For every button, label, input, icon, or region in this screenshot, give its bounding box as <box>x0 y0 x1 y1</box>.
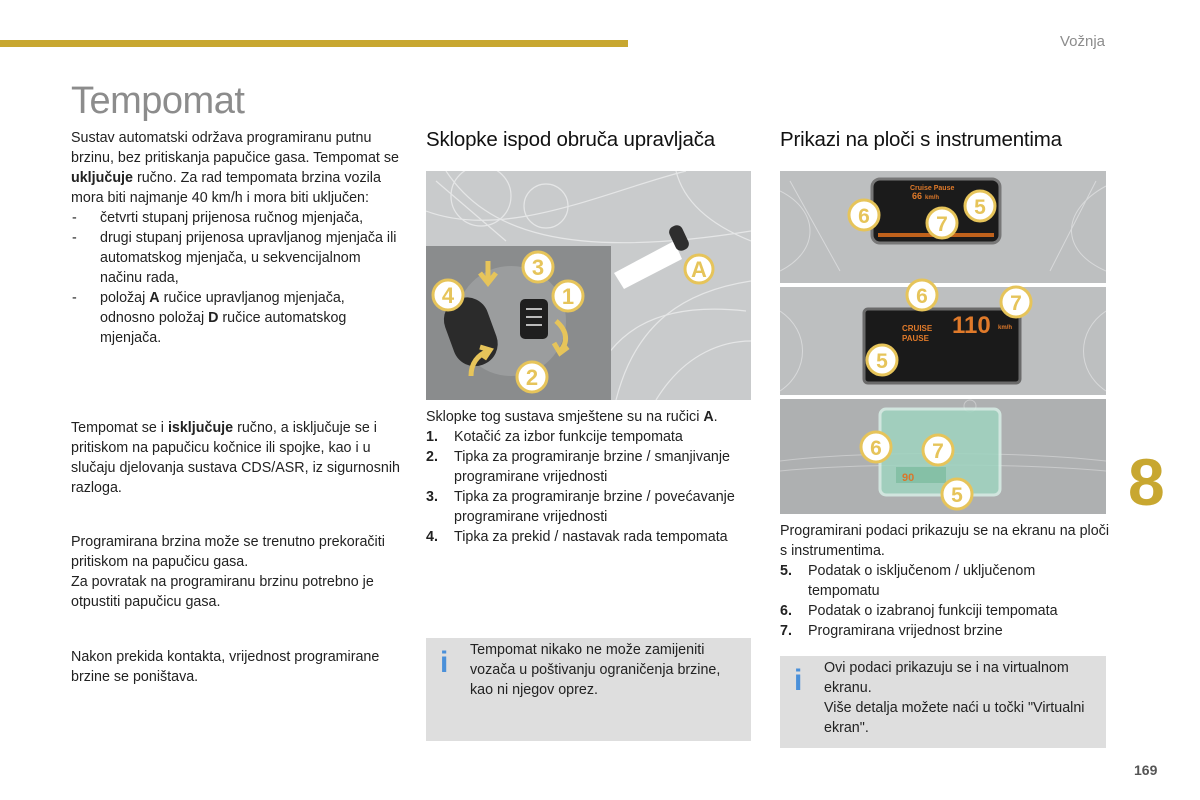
list-item: 4. Tipka za prekid / nastavak rada tempomata <box>426 529 728 545</box>
list-item: - položaj A ručice upravljanog mjenjača, odnosno položaj D ručice automatskog mjenjača. <box>71 288 401 348</box>
intro-paragraph: Sustav automatski održava programiranu putnu brzinu, bez pritiskanja papučice gasa. Tempomat se uključuje ručno. Za rad tempomata brzina vozila mora biti najmanje 40 km/h i mora biti uključen: <box>71 130 399 206</box>
info-icon: i <box>440 646 449 679</box>
left-column <box>71 128 401 687</box>
info-note-middle <box>426 638 751 741</box>
callout-2: 2 <box>525 365 539 390</box>
svg-text:110: 110 <box>952 312 991 339</box>
info-note-text: Tempomat nikako ne može zamijeniti vozača u poštivanju ograničenja brzine, kao ni njegov oprez. <box>470 642 721 698</box>
displays-description <box>780 521 1110 641</box>
svg-text:PAUSE: PAUSE <box>902 334 929 343</box>
instrument-displays-illustration <box>780 171 1106 514</box>
list-item: 2. Tipka za programiranje brzine / smanjivanje programirane vrijednosti <box>426 449 730 485</box>
callout-a: A <box>691 257 707 282</box>
info-note-text: Ovi podaci prikazuju se i na virtualnom ekranu. Više detalja možete naći u točki "Virtualni ekran". <box>824 660 1085 736</box>
steering-switches-illustration <box>426 171 751 400</box>
override-paragraph-2: Za povratak na programiranu brzinu potrebno je otpustiti papučicu gasa. <box>71 574 374 610</box>
chapter-number: 8 <box>1128 445 1165 519</box>
svg-text:5: 5 <box>876 350 888 373</box>
override-paragraph-1: Programirana brzina može se trenutno prekoračiti pritiskom na papučicu gasa. <box>71 534 385 570</box>
conditions-list <box>71 208 401 348</box>
callout-4: 4 <box>441 283 455 308</box>
displays-intro: Programirani podaci prikazuju se na ekranu na ploči s instrumentima. <box>780 523 1110 559</box>
svg-text:6: 6 <box>858 205 870 228</box>
svg-text:Cruise Pause: Cruise Pause <box>910 185 955 192</box>
svg-text:5: 5 <box>951 484 963 507</box>
svg-text:5: 5 <box>974 196 986 219</box>
list-item: - četvrti stupanj prijenosa ručnog mjenjača, <box>71 208 401 228</box>
switches-list <box>426 427 756 547</box>
info-note-right <box>780 656 1106 748</box>
list-item: 7. Programirana vrijednost brzine <box>780 623 1003 639</box>
list-item: 3. Tipka za programiranje brzine / povećavanje programirane vrijednosti <box>426 489 735 525</box>
svg-text:km/h: km/h <box>998 325 1013 331</box>
switches-description <box>426 407 756 547</box>
svg-text:km/h: km/h <box>925 195 940 201</box>
list-item: 5. Podatak o isključenom / uključenom tempomatu <box>780 563 1036 599</box>
page-number: 169 <box>1134 762 1158 778</box>
switches-heading: Sklopke ispod obruča upravljača <box>426 128 715 151</box>
svg-text:66: 66 <box>912 191 923 201</box>
svg-text:7: 7 <box>936 213 948 236</box>
list-item: 6. Podatak o izabranoj funkciji tempomata <box>780 603 1058 619</box>
svg-text:7: 7 <box>932 440 944 463</box>
svg-text:7: 7 <box>1010 292 1022 315</box>
displays-list <box>780 561 1110 641</box>
list-item: 1. Kotačić za izbor funkcije tempomata <box>426 429 683 445</box>
page-title: Tempomat <box>71 80 245 122</box>
deactivation-paragraph: Tempomat se i isključuje ručno, a isključuje se i pritiskom na papučicu kočnice ili spojke, kao i u slučaju djelovanja sustava CDS/ASR, iz sigurnosnih razloga. <box>71 420 400 496</box>
svg-text:CRUISE: CRUISE <box>902 324 933 333</box>
switches-intro: Sklopke tog sustava smještene su na ručici A. <box>426 409 718 425</box>
svg-text:6: 6 <box>870 437 882 460</box>
svg-text:6: 6 <box>916 285 928 308</box>
section-name: Vožnja <box>1059 33 1105 50</box>
callout-1: 1 <box>561 284 575 309</box>
callout-3: 3 <box>531 255 545 280</box>
reset-paragraph: Nakon prekida kontakta, vrijednost programirane brzine se poništava. <box>71 649 380 685</box>
svg-text:90: 90 <box>902 472 915 484</box>
displays-heading: Prikazi na ploči s instrumentima <box>780 128 1062 151</box>
info-icon: i <box>794 664 803 697</box>
header-accent-bar <box>0 40 628 47</box>
list-item: - drugi stupanj prijenosa upravljanog mjenjača ili automatskog mjenjača, u sekvencijalnom načinu rada, <box>71 228 401 288</box>
